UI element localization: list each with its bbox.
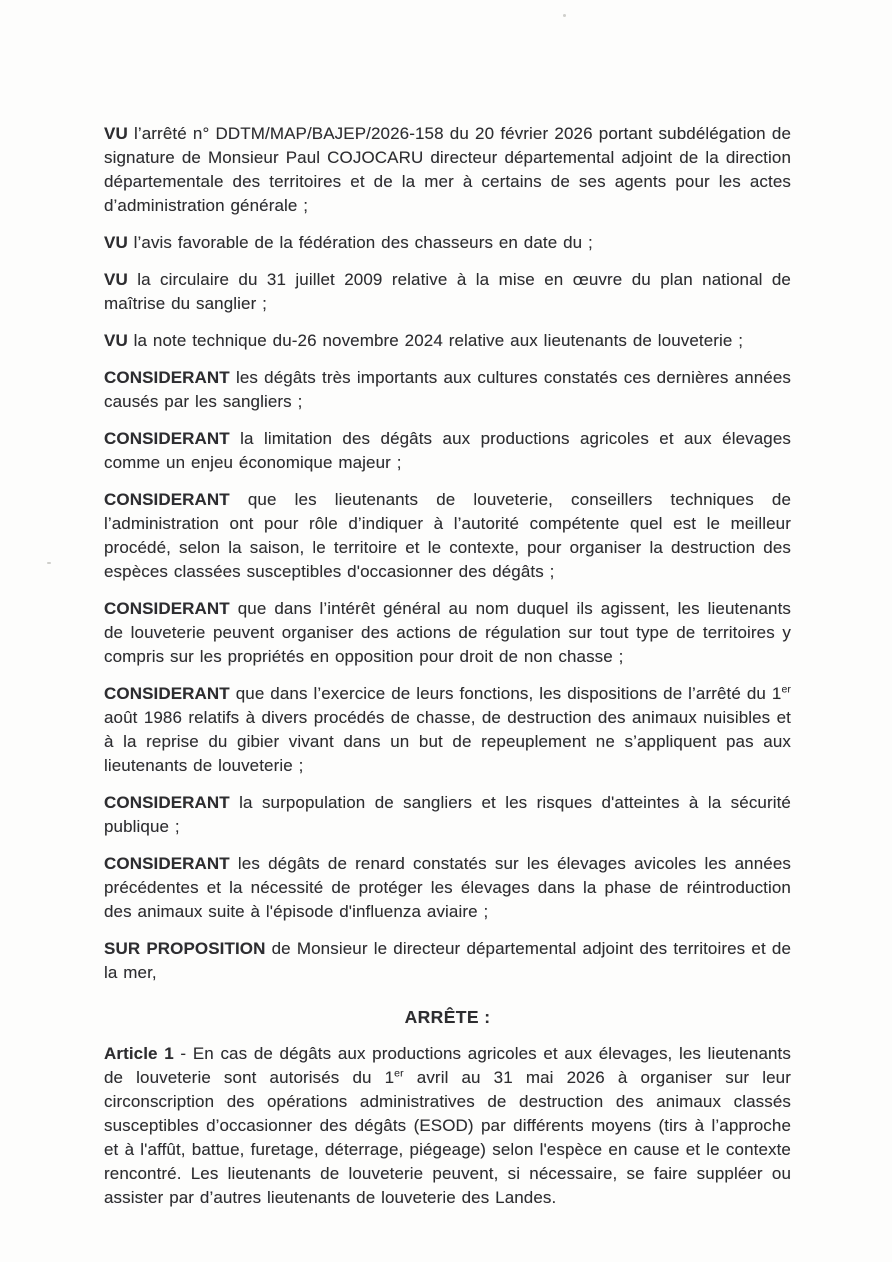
paragraph-text: que dans l’intérêt général au nom duquel ils agissent, les lieutenants de louveterie peuvent organiser des actions de régulation sur tout type de territoires y compris sur les propriétés en opposition pour droit de non chasse ; (104, 599, 791, 666)
paragraph-lead: VU (104, 331, 128, 350)
document-paragraph (104, 268, 791, 316)
arrete-heading (104, 1005, 791, 1029)
paragraph-lead: VU (104, 124, 128, 143)
paragraph-text: les dégâts très importants aux cultures constatés ces dernières années causés par les sangliers ; (104, 368, 791, 411)
paragraph-text: la note technique du-26 novembre 2024 relative aux lieutenants de louveterie ; (127, 331, 744, 350)
paragraph-text: que les lieutenants de louveterie, conseillers techniques de l’administration ont pour rôle d’indiquer à l’autorité compétente quel est le meilleur procédé, selon la saison, le territoire et le contexte, pour organiser la destruction des espèces classées susceptibles d'occasionner des dégâts ; (104, 490, 791, 581)
document-paragraph (104, 366, 791, 414)
ordinal-superscript: er (394, 1067, 404, 1080)
paragraph-lead: CONSIDERANT (104, 854, 230, 873)
document-paragraph (104, 329, 791, 353)
paragraph-lead: CONSIDERANT (104, 599, 230, 618)
paragraph-lead: CONSIDERANT (104, 490, 230, 509)
paragraph-lead: VU (104, 270, 128, 289)
document-paragraph (104, 1042, 791, 1210)
scan-artifact (563, 14, 566, 17)
document-paragraph (104, 682, 791, 778)
document-paragraph (104, 852, 791, 924)
document-paragraph (104, 488, 791, 584)
document-paragraph (104, 427, 791, 475)
paragraph-lead: CONSIDERANT (104, 684, 230, 703)
paragraph-lead: ARRÊTE : (404, 1007, 491, 1027)
paragraph-text: - En cas de dégâts aux productions agricoles et aux élevages, les lieutenants de louveterie sont autorisés du 1 (104, 1044, 791, 1087)
paragraph-text: de Monsieur le directeur départemental adjoint des territoires et de la mer, (104, 939, 792, 982)
document-paragraph (104, 597, 791, 669)
paragraph-text: l’arrêté n° DDTM/MAP/BAJEP/2026-158 du 20 février 2026 portant subdélégation de signature de Monsieur Paul COJOCARU directeur départemental adjoint de la direction départementale des territoires et de la mer à certains de ses agents pour les actes d’administration générale ; (104, 124, 791, 215)
paragraph-text: août 1986 relatifs à divers procédés de chasse, de destruction des animaux nuisibles et à la reprise du gibier vivant dans un but de repeuplement ne s’appliquent pas aux lieutenants de louveterie ; (104, 708, 791, 775)
scan-artifact (47, 562, 51, 564)
paragraph-text: la surpopulation de sangliers et les risques d'atteintes à la sécurité publique ; (104, 793, 791, 836)
paragraph-text: les dégâts de renard constatés sur les élevages avicoles les années précédentes et la nécessité de protéger les élevages dans la phase de réintroduction des animaux suite à l'épisode d'influenza aviaire ; (104, 854, 791, 921)
paragraph-text: la limitation des dégâts aux productions agricoles et aux élevages comme un enjeu économique majeur ; (104, 429, 791, 472)
document-paragraph (104, 937, 791, 985)
paragraph-text: avril au 31 mai 2026 à organiser sur leur circonscription des opérations administratives de destruction des animaux classés susceptibles d’occasionner des dégâts (ESOD) par différents moyens (tirs à l’approche et à l'affût, battue, furetage, déterrage, piégeage) selon l'espèce en cause et le contexte rencontré. Les lieutenants de louveterie peuvent, si nécessaire, se faire suppléer ou assister par d’autres lieutenants de louveterie des Landes. (104, 1068, 791, 1207)
paragraph-text: que dans l’exercice de leurs fonctions, les dispositions de l’arrêté du 1 (229, 684, 782, 703)
paragraph-lead: CONSIDERANT (104, 793, 230, 812)
document-paragraph (104, 122, 791, 218)
arrete-document-body (104, 122, 791, 1223)
paragraph-lead: VU (104, 233, 128, 252)
document-paragraph (104, 231, 791, 255)
paragraph-text: l’avis favorable de la fédération des chasseurs en date du ; (127, 233, 593, 252)
paragraph-lead: SUR PROPOSITION (104, 939, 266, 958)
paragraph-text: la circulaire du 31 juillet 2009 relative à la mise en œuvre du plan national de maîtrise du sanglier ; (104, 270, 791, 313)
document-paragraph (104, 791, 791, 839)
paragraph-lead: CONSIDERANT (104, 429, 230, 448)
ordinal-superscript: er (781, 683, 791, 696)
paragraph-lead: Article 1 (104, 1044, 174, 1063)
paragraph-lead: CONSIDERANT (104, 368, 230, 387)
